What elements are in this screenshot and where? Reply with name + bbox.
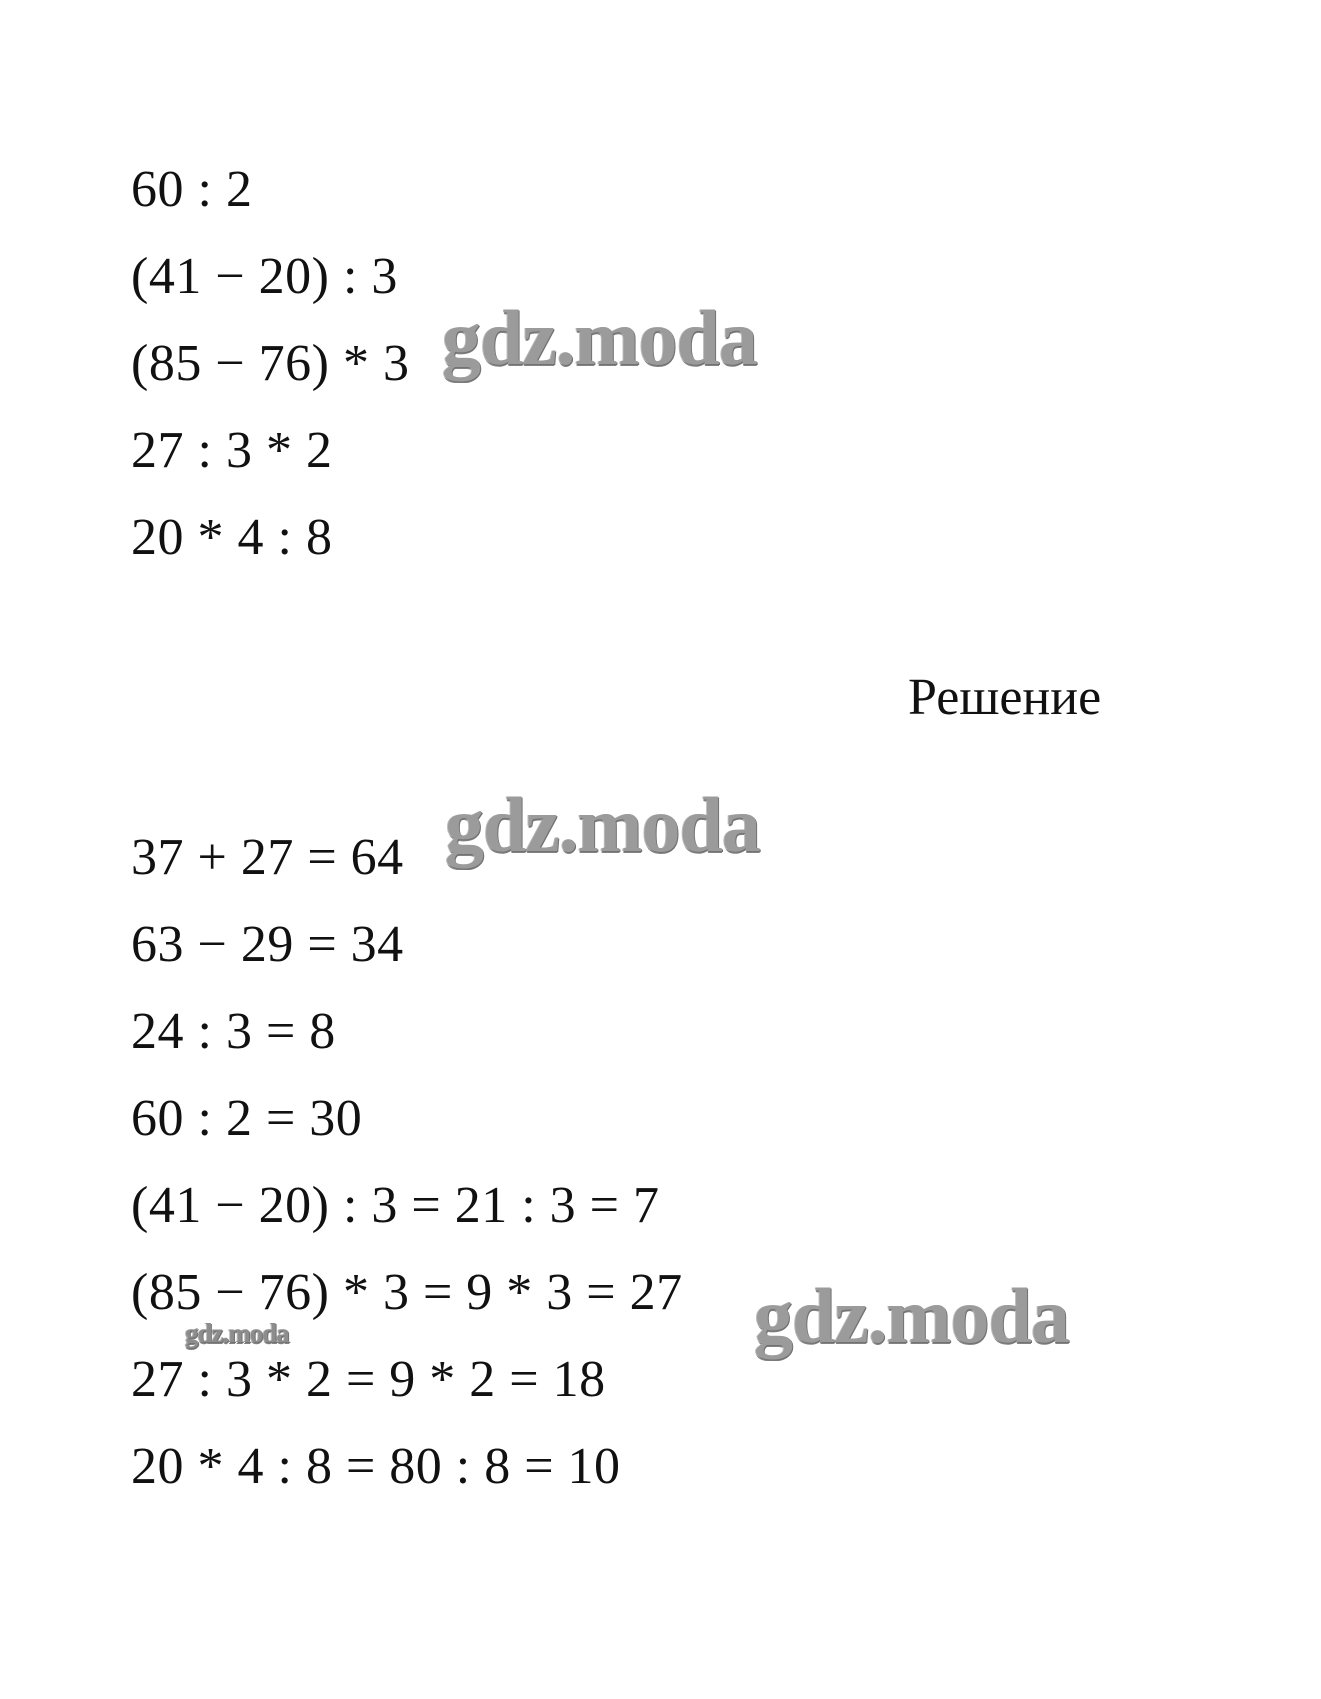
watermark-logo: gdz.moda [445, 781, 760, 868]
task-line-1: 60 : 2 [131, 161, 253, 218]
watermark-logo: gdz.moda [442, 294, 757, 381]
solution-line-3: 24 : 3 = 8 [131, 1003, 336, 1060]
solution-line-8: 20 * 4 : 8 = 80 : 8 = 10 [131, 1438, 621, 1495]
solution-line-6: (85 − 76) * 3 = 9 * 3 = 27 [131, 1264, 683, 1321]
task-line-5: 20 * 4 : 8 [131, 509, 333, 566]
solution-line-5: (41 − 20) : 3 = 21 : 3 = 7 [131, 1177, 660, 1234]
solution-line-1: 37 + 27 = 64 [131, 829, 404, 886]
task-line-3: (85 − 76) * 3 [131, 335, 410, 392]
solution-line-4: 60 : 2 = 30 [131, 1090, 363, 1147]
solution-heading: Решение [908, 669, 1102, 726]
task-line-4: 27 : 3 * 2 [131, 422, 333, 479]
watermark-logo: gdz.moda [754, 1272, 1069, 1359]
watermark-logo-small: gdz.moda [185, 1318, 289, 1348]
task-line-2: (41 − 20) : 3 [131, 248, 398, 305]
solution-line-2: 63 − 29 = 34 [131, 916, 404, 973]
solution-line-7: 27 : 3 * 2 = 9 * 2 = 18 [131, 1351, 606, 1408]
